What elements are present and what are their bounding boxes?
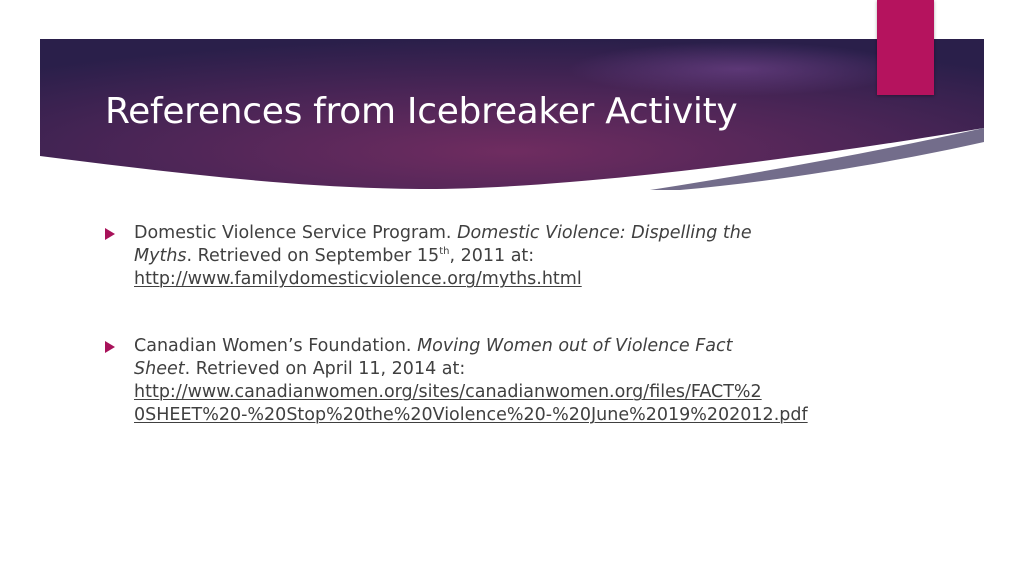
reference-line [134, 222, 825, 245]
reference-line [134, 404, 825, 427]
reference-url-link-continued[interactable]: 0SHEET%20-%20Stop%20the%20Violence%20-%20June%2019%202012.pdf [134, 405, 808, 425]
reference-line [134, 245, 825, 268]
reference-retrieved-suffix: , 2011 at: [449, 246, 535, 266]
reference-url-link[interactable]: http://www.canadianwomen.org/sites/canadianwomen.org/files/FACT%2 [134, 382, 762, 402]
reference-line [134, 358, 825, 381]
reference-line [134, 268, 825, 291]
reference-line [134, 381, 825, 404]
reference-item [105, 222, 825, 291]
reference-url-link[interactable]: http://www.familydomesticviolence.org/myths.html [134, 269, 582, 289]
reference-title: Moving Women out of Violence Fact [417, 336, 733, 356]
reference-title-continued: Sheet [134, 359, 185, 379]
triangle-bullet-icon [105, 228, 115, 240]
triangle-bullet-icon [105, 341, 115, 353]
reference-author: Domestic Violence Service Program. [134, 223, 452, 243]
reference-author: Canadian Women’s Foundation. [134, 336, 412, 356]
ordinal-suffix: th [439, 246, 450, 257]
reference-retrieved: . Retrieved on September 15 [186, 246, 440, 266]
reference-item [105, 335, 825, 427]
reference-retrieved: . Retrieved on April 11, 2014 at: [184, 359, 466, 379]
reference-title-continued: Myths [134, 246, 187, 266]
accent-tab [877, 0, 934, 95]
reference-title: Domestic Violence: Dispelling the [457, 223, 752, 243]
slide-title: References from Icebreaker Activity [105, 91, 738, 132]
reference-list [105, 222, 825, 427]
reference-line [134, 335, 825, 358]
